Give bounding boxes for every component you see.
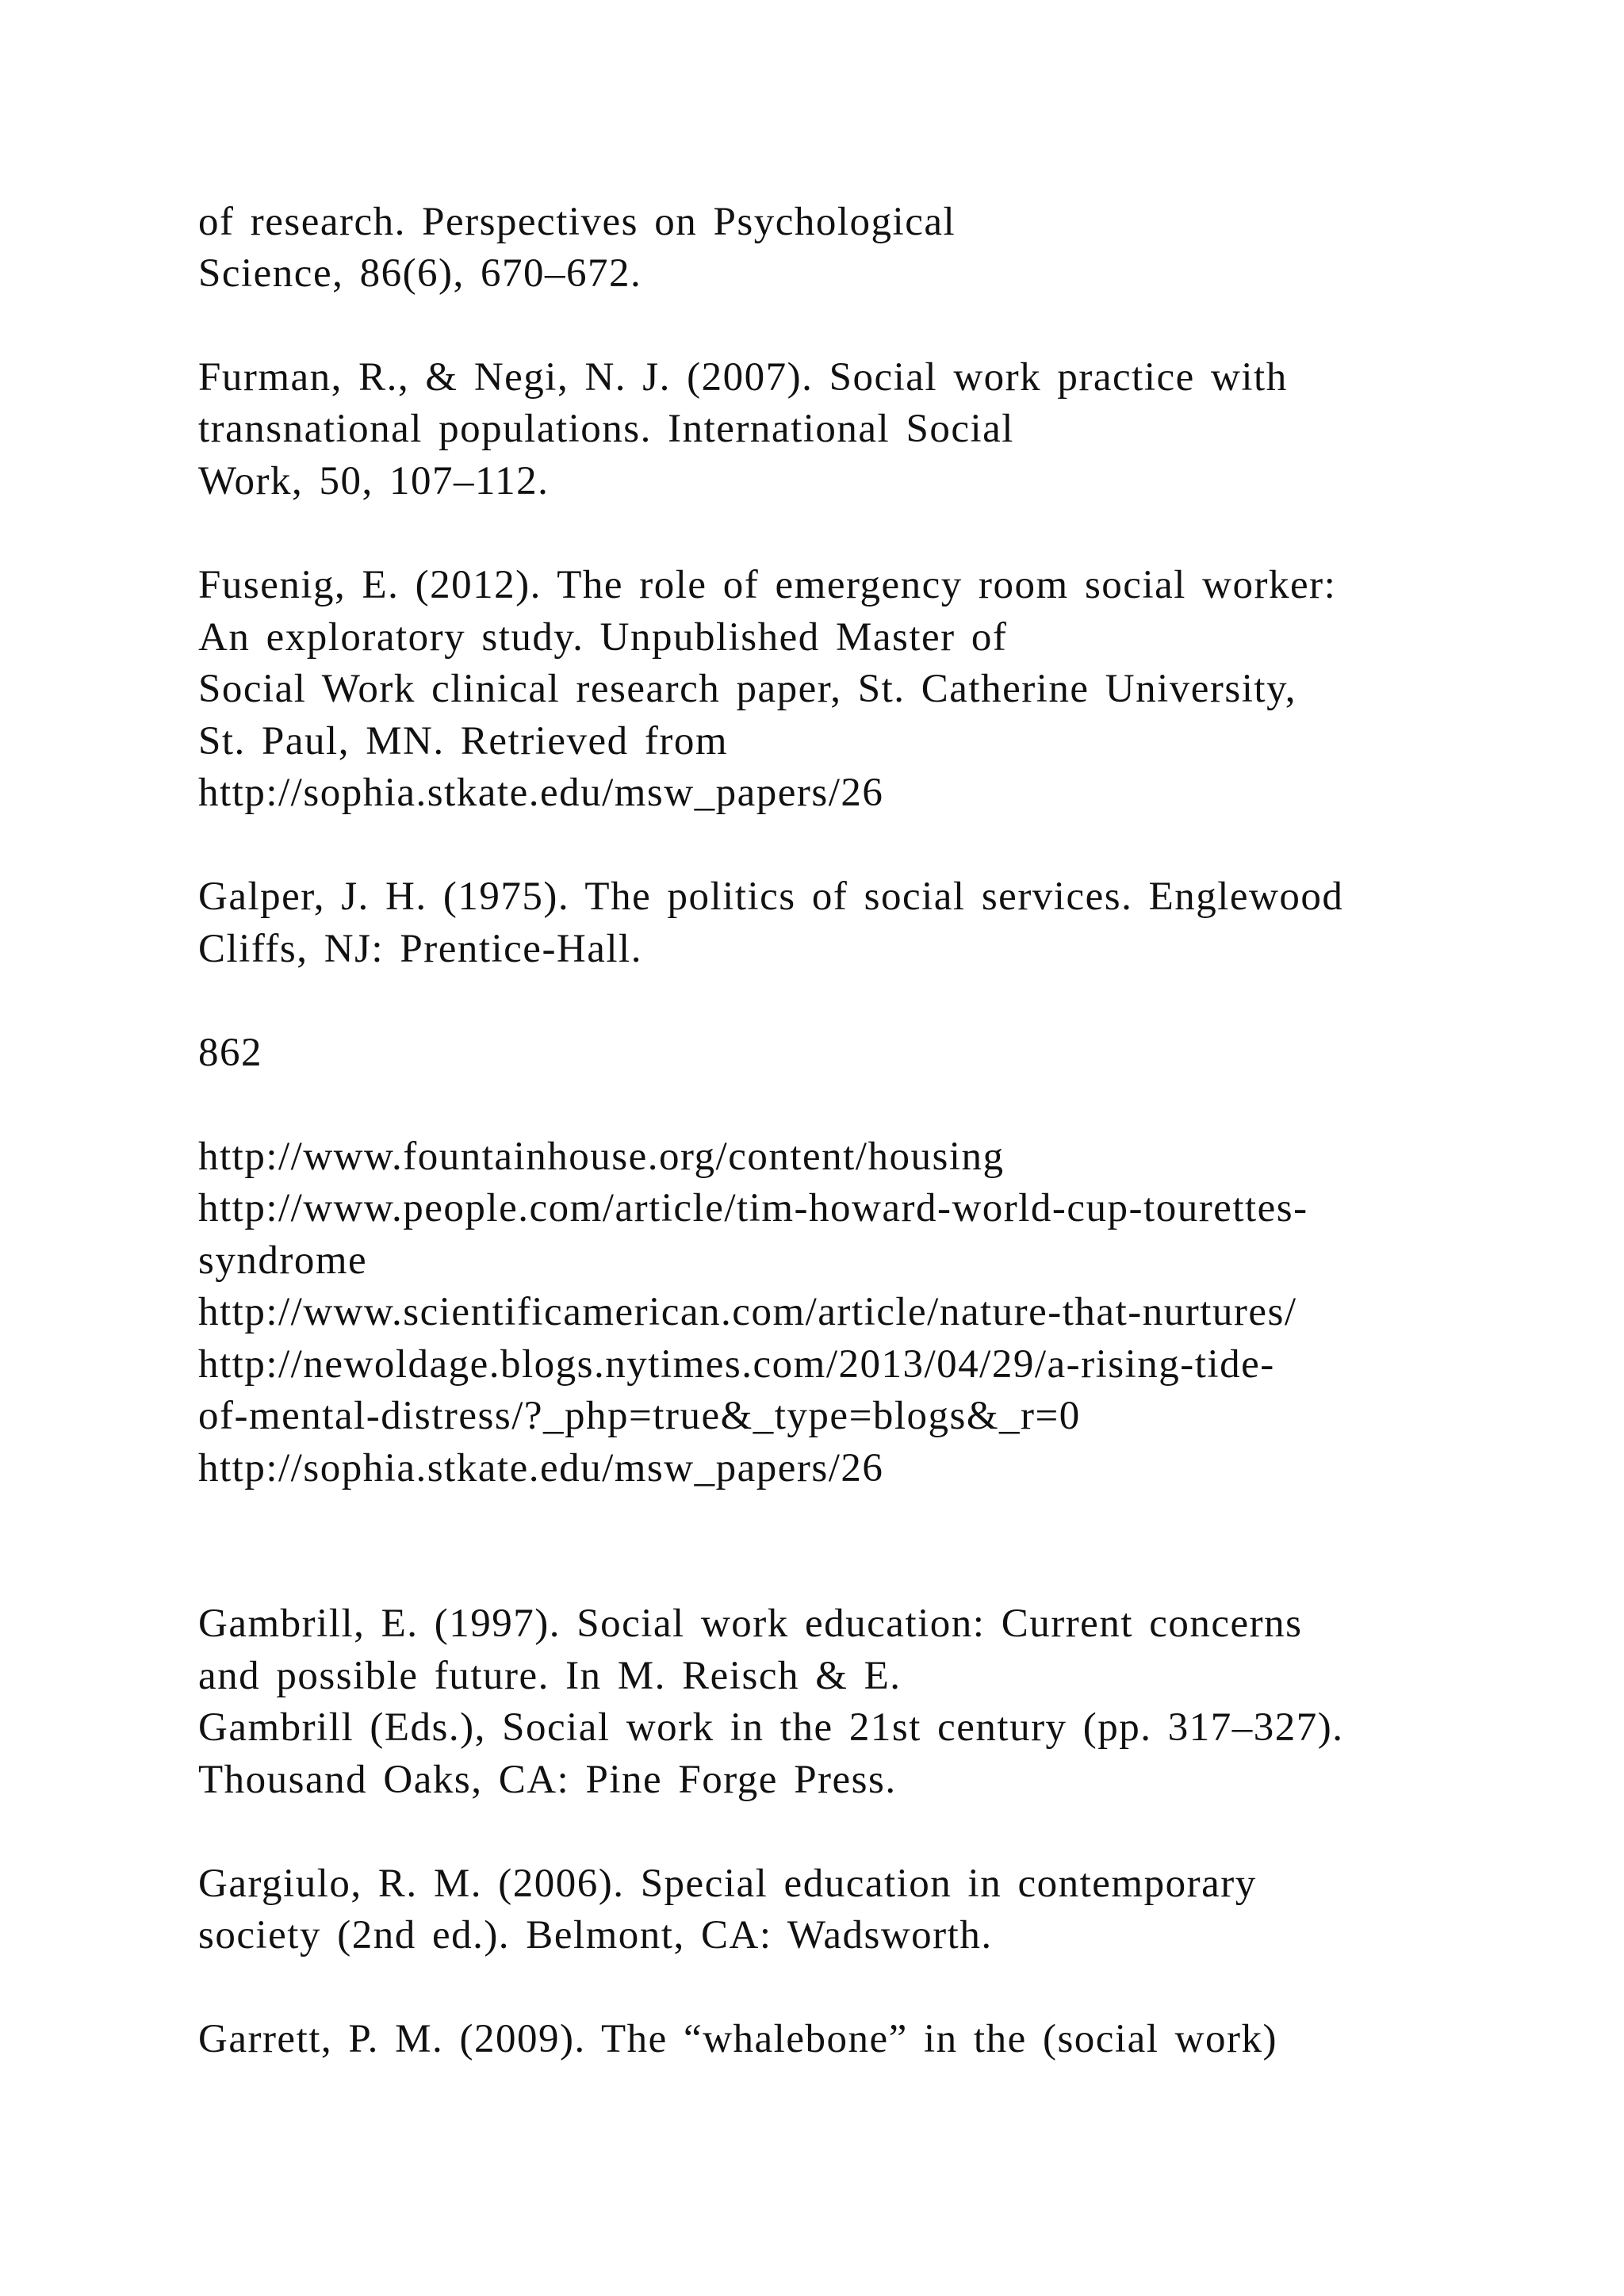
text-line: http://www.scientificamerican.com/article/nature-that-nurtures/ [198, 1290, 1297, 1334]
text-line: http://sophia.stkate.edu/msw_papers/26 [198, 771, 884, 815]
text-line: Science, 86(6), 670–672. [198, 251, 642, 296]
text-line: Gambrill, E. (1997). Social work education: Current concerns [198, 1601, 1303, 1646]
text-line: Gambrill (Eds.), Social work in the 21st century (pp. 317–327). [198, 1705, 1344, 1750]
text-line: http://www.fountainhouse.org/content/housing [198, 1135, 1005, 1179]
text-line: of research. Perspectives on Psychological [198, 200, 956, 244]
text-line: of-mental-distress/?_php=true&_type=blogs&_r=0 [198, 1394, 1081, 1438]
text-line: Galper, J. H. (1975). The politics of social services. Englewood [198, 874, 1344, 919]
text-line: Gargiulo, R. M. (2006). Special education in contemporary [198, 1862, 1257, 1906]
text-line: St. Paul, MN. Retrieved from [198, 719, 729, 763]
text-line: http://newoldage.blogs.nytimes.com/2013/04/29/a-rising-tide- [198, 1342, 1275, 1387]
text-line: An exploratory study. Unpublished Master of [198, 615, 1008, 660]
text-line: transnational populations. International Social [198, 407, 1014, 451]
text-line: Work, 50, 107–112. [198, 459, 550, 503]
text-line: Furman, R., & Negi, N. J. (2007). Social work practice with [198, 355, 1288, 400]
text-line: syndrome [198, 1238, 368, 1283]
page-number: 862 [198, 1031, 262, 1075]
text-line: Social Work clinical research paper, St. Catherine University, [198, 667, 1297, 711]
text-line: Fusenig, E. (2012). The role of emergency room social worker: [198, 563, 1337, 607]
text-line: http://www.people.com/article/tim-howard-world-cup-tourettes- [198, 1186, 1308, 1230]
text-line: Thousand Oaks, CA: Pine Forge Press. [198, 1758, 897, 1802]
text-line: and possible future. In M. Reisch & E. [198, 1654, 902, 1698]
text-line: Cliffs, NJ: Prentice-Hall. [198, 927, 642, 971]
text-line: Garrett, P. M. (2009). The “whalebone” in the (social work) [198, 2017, 1277, 2061]
text-line: society (2nd ed.). Belmont, CA: Wadsworth. [198, 1913, 993, 1957]
text-line: http://sophia.stkate.edu/msw_papers/26 [198, 1446, 884, 1490]
